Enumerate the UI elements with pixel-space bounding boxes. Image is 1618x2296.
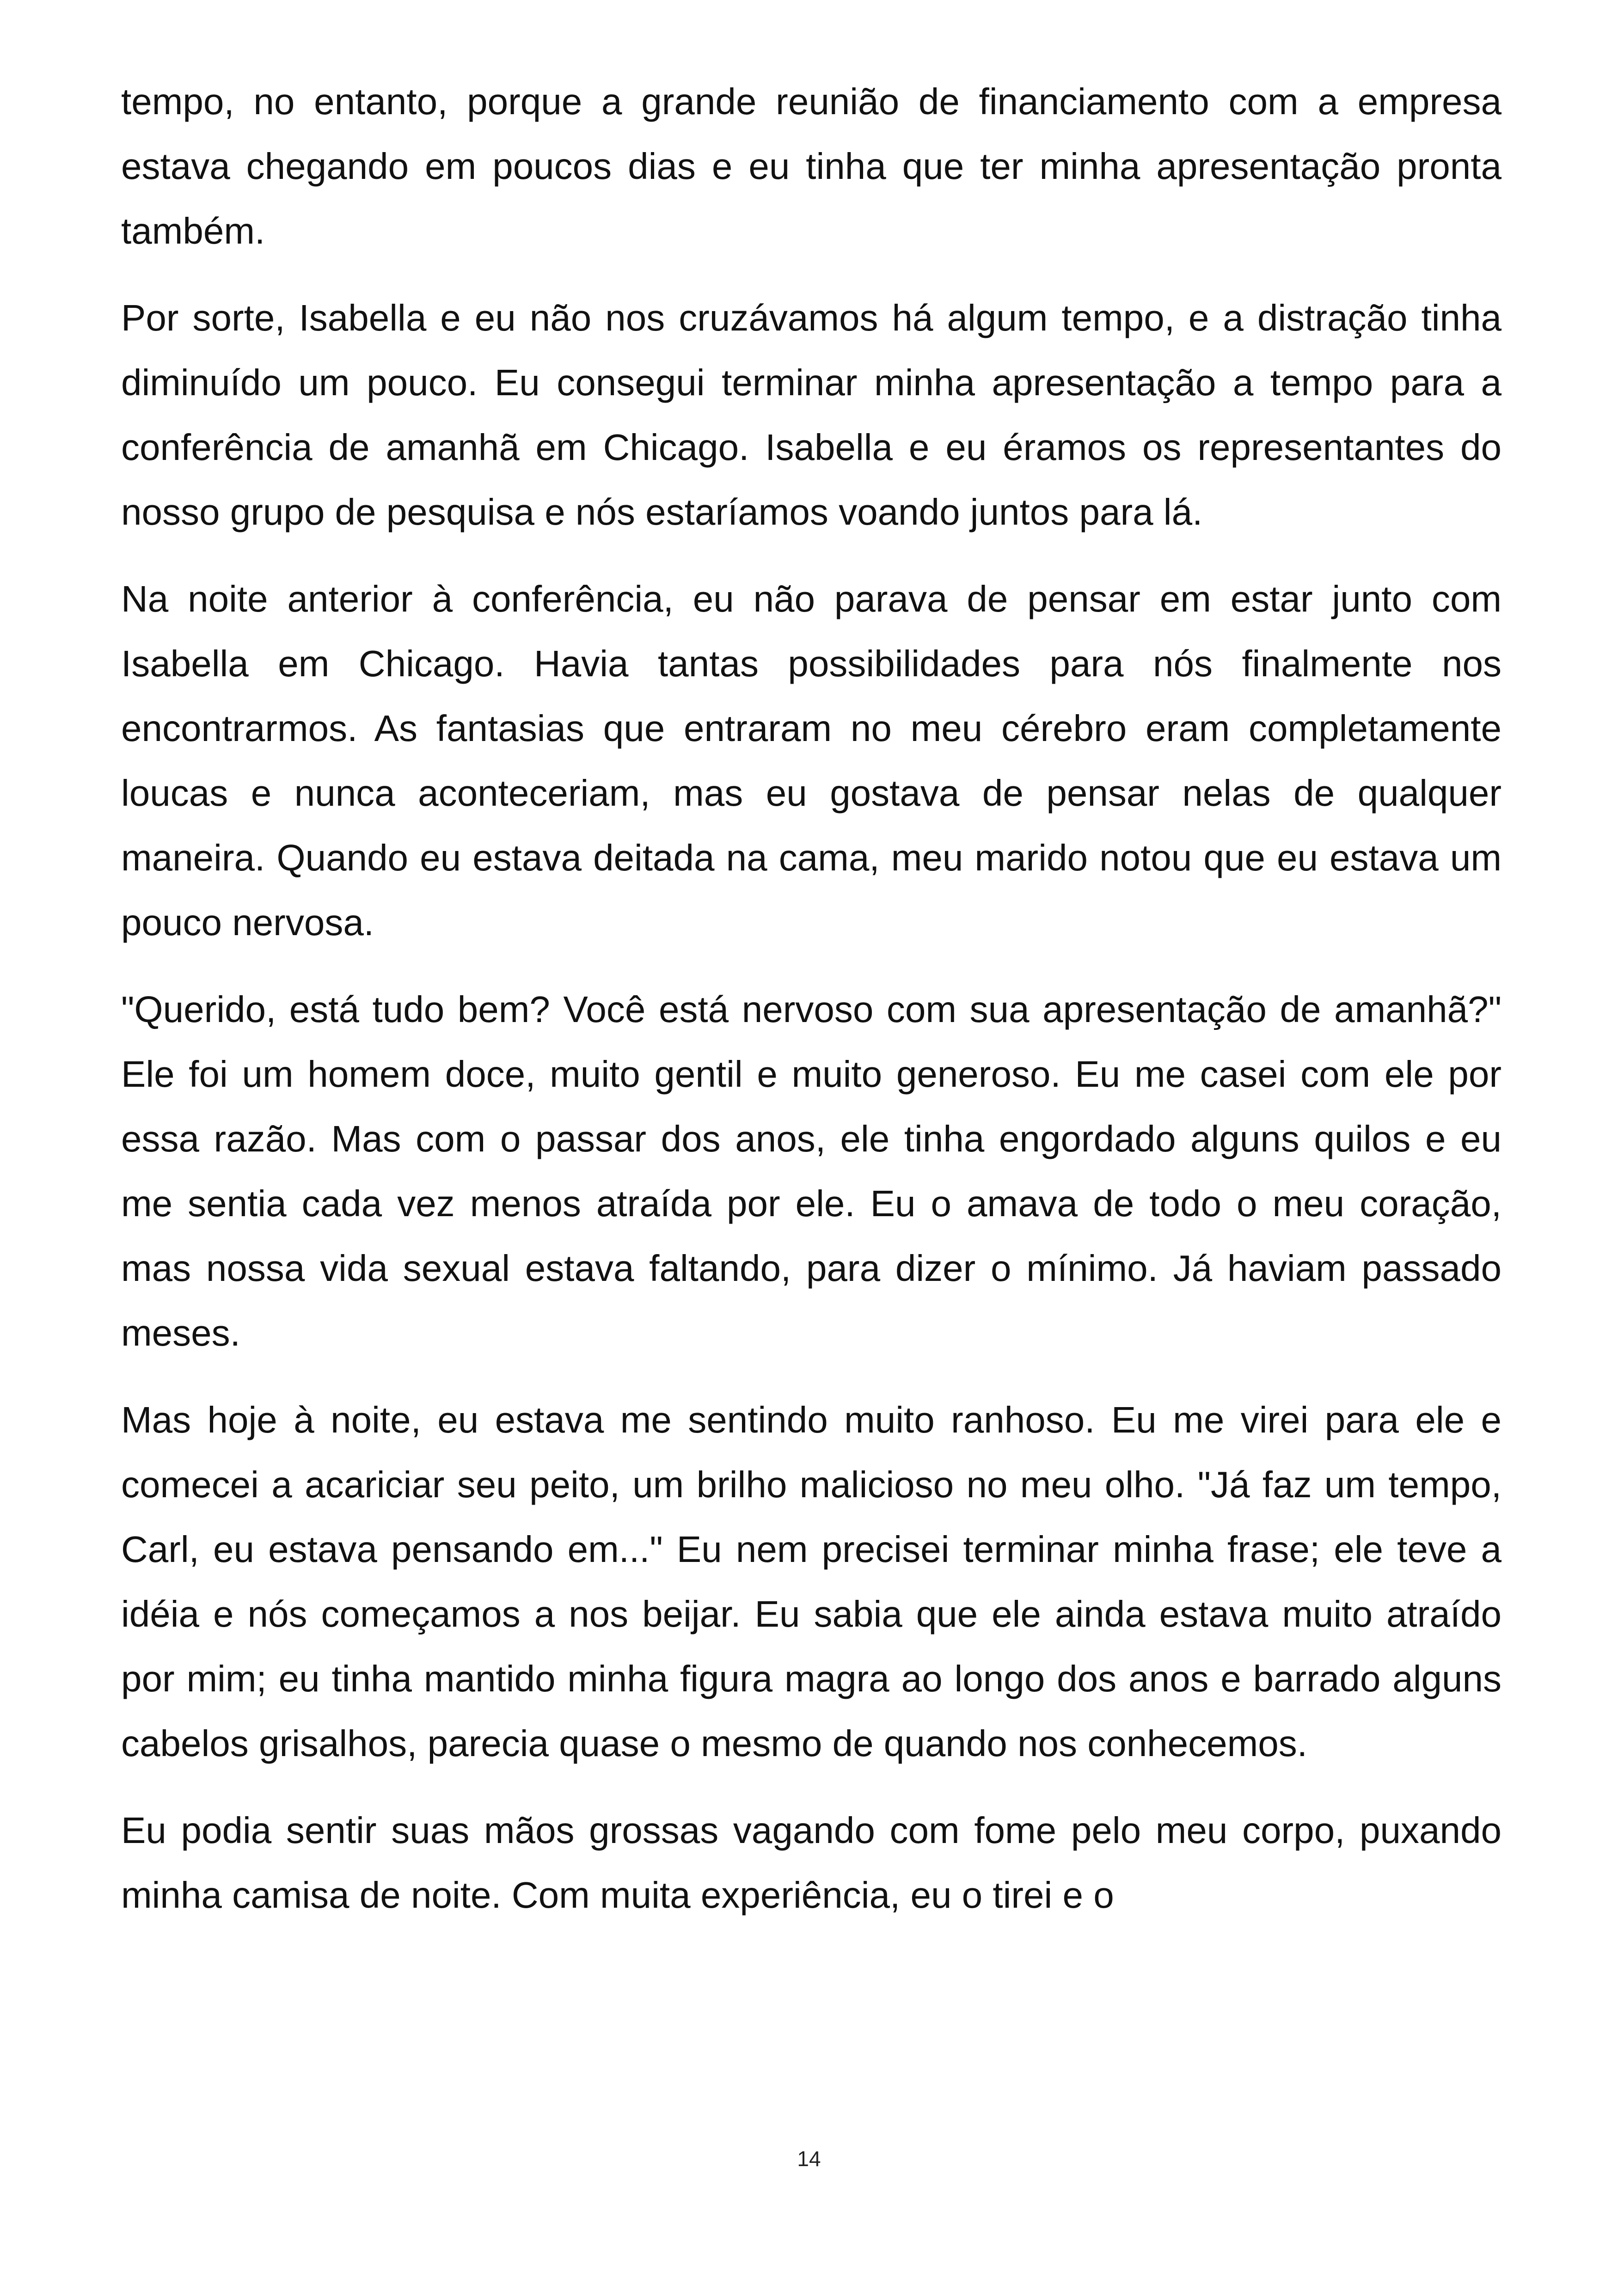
paragraph-2: Por sorte, Isabella e eu não nos cruzávamos há algum tempo, e a distração tinha diminuído um pouco. Eu consegui terminar minha apresentação a tempo para a conferência de amanhã em Chicago. Isabella e eu éramos os representantes do nosso grupo de pesquisa e nós estaríamos voando juntos para lá. xyxy=(121,297,1502,533)
paragraph-4: "Querido, está tudo bem? Você está nervoso com sua apresentação de amanhã?" Ele foi um homem doce, muito gentil e muito generoso. Eu me casei com ele por essa razão. Mas com o passar dos anos, ele tinha engordado alguns quilos e eu me sentia cada vez menos atraída por ele. Eu o amava de todo o meu coração, mas nossa vida sexual estava faltando, para dizer o mínimo. Já haviam passado meses. xyxy=(121,989,1502,1353)
paragraph-1: tempo, no entanto, porque a grande reunião de financiamento com a empresa estava chegando em poucos dias e eu tinha que ter minha apresentação pronta também. xyxy=(121,81,1502,251)
page-number: 14 xyxy=(797,2147,821,2171)
page-body xyxy=(121,69,1502,1950)
paragraph-6: Eu podia sentir suas mãos grossas vagando com fome pelo meu corpo, puxando minha camisa de noite. Com muita experiência, eu o tirei e o xyxy=(121,1810,1502,1916)
paragraph-5: Mas hoje à noite, eu estava me sentindo muito ranhoso. Eu me virei para ele e comecei a acariciar seu peito, um brilho malicioso no meu olho. "Já faz um tempo, Carl, eu estava pensando em..." Eu nem precisei terminar minha frase; ele teve a idéia e nós começamos a nos beijar. Eu sabia que ele ainda estava muito atraído por mim; eu tinha mantido minha figura magra ao longo dos anos e barrado alguns cabelos grisalhos, parecia quase o mesmo de quando nos conhecemos. xyxy=(121,1399,1502,1764)
paragraph-3: Na noite anterior à conferência, eu não parava de pensar em estar junto com Isabella em Chicago. Havia tantas possibilidades para nós finalmente nos encontrarmos. As fantasias que entraram no meu cérebro eram completamente loucas e nunca aconteceriam, mas eu gostava de pensar nelas de qualquer maneira. Quando eu estava deitada na cama, meu marido notou que eu estava um pouco nervosa. xyxy=(121,578,1502,943)
